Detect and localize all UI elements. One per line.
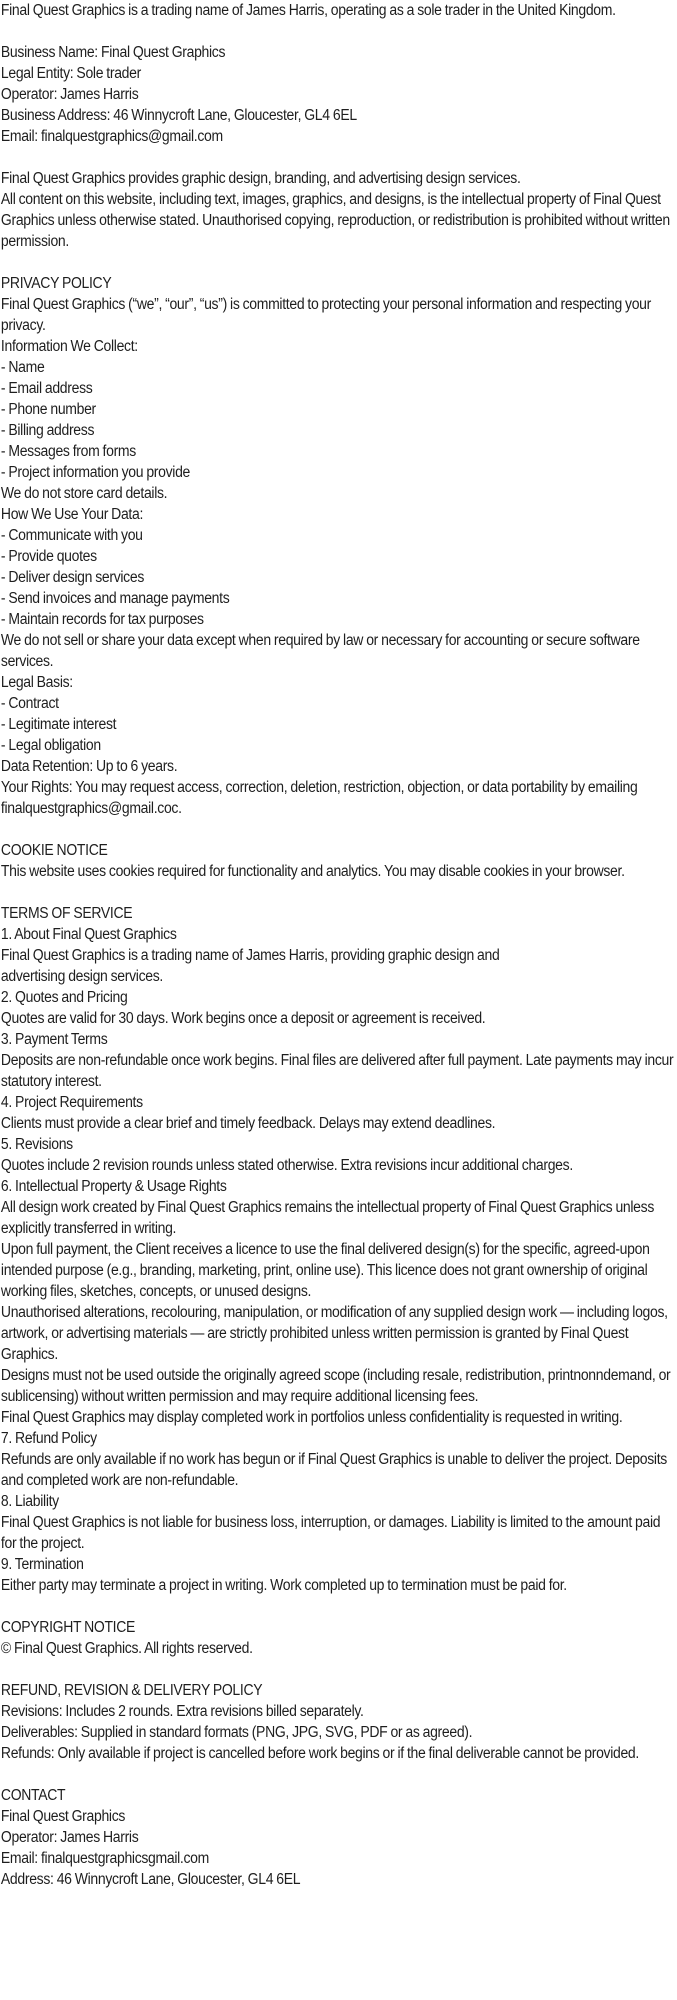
business-line: Email: finalquestgraphics@gmail.com (0, 128, 223, 145)
business-details-section (1, 42, 674, 147)
privacy-line: Legal Basis: (0, 674, 73, 691)
privacy-line: We do not store card details. (0, 485, 168, 502)
terms-line: Final Quest Graphics is a trading name of James Harris, providing graphic design and advertising design services. (0, 947, 500, 985)
copyright-line: © Final Quest Graphics. All rights reserved. (0, 1640, 253, 1657)
terms-line: All design work created by Final Quest Graphics remains the intellectual property of Final Quest Graphics unless explicitly transferred in writing. (0, 1199, 658, 1237)
terms-line: 7. Refund Policy (0, 1430, 97, 1447)
privacy-line: - Deliver design services (0, 569, 144, 586)
privacy-line: - Communicate with you (0, 527, 143, 544)
section-gap (1, 1764, 674, 1785)
terms-line: 2. Quotes and Pricing (0, 989, 128, 1006)
copyright-notice-section (1, 1617, 674, 1659)
intro-section (1, 0, 674, 21)
terms-line: Clients must provide a clear brief and timely feedback. Delays may extend deadlines. (0, 1115, 496, 1132)
terms-line: Deposits are non-refundable once work begins. Final files are delivered after full payment. Late payments may incur statutory interest. (0, 1052, 677, 1090)
contact-line: Email: finalquestgraphicsgmail.com (0, 1850, 209, 1867)
cookie-line: COOKIE NOTICE (0, 842, 108, 859)
cookie-line: This website uses cookies required for functionality and analytics. You may disable cookies in your browser. (0, 863, 625, 880)
privacy-line: - Send invoices and manage payments (0, 590, 230, 607)
privacy-line: - Email address (0, 380, 93, 397)
terms-line: 9. Termination (0, 1556, 84, 1573)
privacy-policy-section (1, 273, 674, 819)
privacy-line: - Maintain records for tax purposes (0, 611, 204, 628)
contact-section (1, 1785, 674, 1890)
section-gap (1, 882, 674, 903)
privacy-line: - Legitimate interest (0, 716, 117, 733)
section-gap (1, 147, 674, 168)
business-line: Operator: James Harris (0, 86, 139, 103)
business-line: Business Address: 46 Winnycroft Lane, Gloucester, GL4 6EL (0, 107, 357, 124)
privacy-line: How We Use Your Data: (0, 506, 144, 523)
terms-line: 8. Liability (0, 1493, 59, 1510)
contact-line: Operator: James Harris (0, 1829, 139, 1846)
privacy-line: - Messages from forms (0, 443, 136, 460)
privacy-line: - Legal obligation (0, 737, 101, 754)
terms-of-service-section (0, 903, 677, 1596)
refund-policy-line: Revisions: Includes 2 rounds. Extra revisions billed separately. (0, 1703, 364, 1720)
terms-line: 5. Revisions (0, 1136, 73, 1153)
privacy-line: PRIVACY POLICY (0, 275, 112, 292)
about-section (1, 168, 674, 252)
privacy-line: Information We Collect: (0, 338, 138, 355)
cookie-notice-section (1, 840, 674, 882)
privacy-line: - Name (0, 359, 45, 376)
terms-line: Either party may terminate a project in writing. Work completed up to termination must be paid for. (0, 1577, 567, 1594)
contact-line: CONTACT (0, 1787, 66, 1804)
refund-policy-section (1, 1680, 674, 1764)
privacy-line: Final Quest Graphics (“we”, “our”, “us”) is committed to protecting your personal information and respecting your privacy. (0, 296, 655, 334)
refund-policy-line: Deliverables: Supplied in standard formats (PNG, JPG, SVG, PDF or as agreed). (0, 1724, 473, 1741)
terms-line: Final Quest Graphics is not liable for business loss, interruption, or damages. Liability is limited to the amount paid for the project. (0, 1514, 664, 1552)
section-gap (1, 21, 674, 42)
section-gap (1, 1596, 674, 1617)
privacy-line: We do not sell or share your data except when required by law or necessary for accounting or secure software services. (0, 632, 643, 670)
refund-policy-line: Refunds: Only available if project is cancelled before work begins or if the final deliverable cannot be provided. (0, 1745, 639, 1762)
privacy-line: - Contract (0, 695, 59, 712)
terms-line: Upon full payment, the Client receives a licence to use the final delivered design(s) for the specific, agreed-upon intended purpose (e.g., branding, marketing, print, online use). This licence does not grant ownership of original working files, sketches, concepts, or unused designs. (0, 1241, 653, 1300)
terms-line: 6. Intellectual Property & Usage Rights (0, 1178, 227, 1195)
privacy-line: - Phone number (0, 401, 96, 418)
privacy-line: - Project information you provide (0, 464, 191, 481)
section-gap (1, 819, 674, 840)
about-line: Final Quest Graphics provides graphic design, branding, and advertising design services. (0, 170, 521, 187)
terms-line: Quotes include 2 revision rounds unless stated otherwise. Extra revisions incur additional charges. (0, 1157, 573, 1174)
privacy-line: Your Rights: You may request access, correction, deletion, restriction, objection, or data portability by emailing finalquestgraphics@gmail.coc. (0, 779, 641, 817)
terms-line: Designs must not be used outside the originally agreed scope (including resale, redistribution, printnonndemand, or sublicensing) without written permission and may require additional licensing fees. (0, 1367, 674, 1405)
privacy-line: - Billing address (0, 422, 95, 439)
contact-line: Address: 46 Winnycroft Lane, Gloucester, GL4 6EL (0, 1871, 301, 1888)
intro-line: Final Quest Graphics is a trading name of James Harris, operating as a sole trader in the United Kingdom. (0, 2, 616, 19)
terms-line: 3. Payment Terms (0, 1031, 108, 1048)
terms-line: Unauthorised alterations, recolouring, manipulation, or modification of any supplied design work — including logos, artwork, or advertising materials — are strictly prohibited unless written permission is granted by Final Quest Graphics. (0, 1304, 671, 1363)
about-line: All content on this website, including text, images, graphics, and designs, is the intellectual property of Final Quest Graphics unless otherwise stated. Unauthorised copying, reproduction, or redistribution is prohibited without written permission. (0, 191, 673, 250)
refund-policy-line: REFUND, REVISION & DELIVERY POLICY (0, 1682, 263, 1699)
contact-line: Final Quest Graphics (0, 1808, 126, 1825)
terms-line: 1. About Final Quest Graphics (0, 926, 177, 943)
terms-line: TERMS OF SERVICE (0, 905, 133, 922)
terms-line: Refunds are only available if no work has begun or if Final Quest Graphics is unable to deliver the project. Deposits and completed work are non-refundable. (0, 1451, 671, 1489)
terms-line: 4. Project Requirements (0, 1094, 143, 1111)
section-gap (1, 252, 674, 273)
copyright-line: COPYRIGHT NOTICE (0, 1619, 136, 1636)
business-line: Business Name: Final Quest Graphics (0, 44, 226, 61)
privacy-line: - Provide quotes (0, 548, 97, 565)
business-line: Legal Entity: Sole trader (0, 65, 141, 82)
section-gap (1, 1659, 674, 1680)
privacy-line: Data Retention: Up to 6 years. (0, 758, 178, 775)
terms-line: Quotes are valid for 30 days. Work begins once a deposit or agreement is received. (0, 1010, 486, 1027)
terms-line: Final Quest Graphics may display completed work in portfolios unless confidentiality is requested in writing. (0, 1409, 623, 1426)
